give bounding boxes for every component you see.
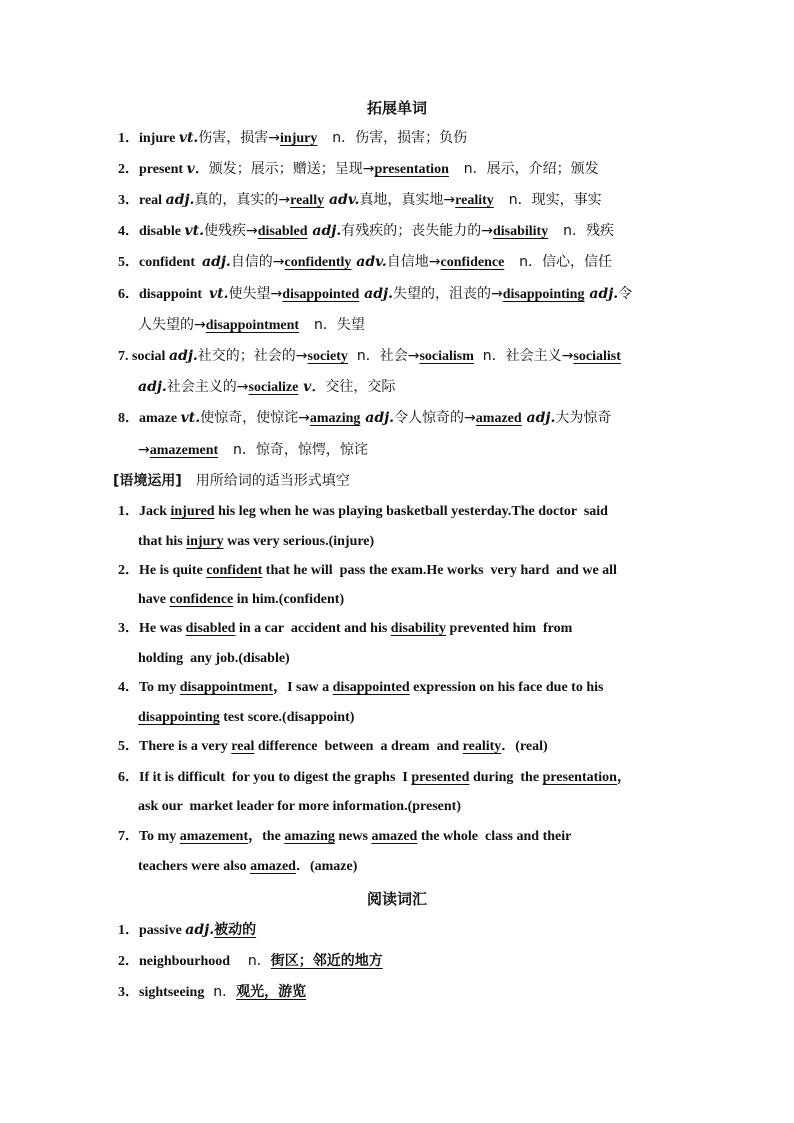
answer-blank: amazement <box>179 829 249 844</box>
answer-blank: presentation <box>374 162 449 177</box>
answer-blank: amazing <box>309 411 361 426</box>
reading-item-1: 1．passive adj.被动的 <box>118 922 257 938</box>
answer-blank: disabled <box>185 621 236 636</box>
vocab-item-7: 7. social adj.社交的；社会的→society n．社会→socialism n．社会主义→socialist <box>118 348 621 364</box>
answer-blank: socialism <box>419 349 474 364</box>
answer-blank: real <box>231 739 255 754</box>
answer-blank: socialist <box>573 349 621 364</box>
sentence-6: 6．If it is difficult for you to digest the graphs I presented during the presentation， <box>118 770 631 785</box>
answer-blank: injury <box>186 534 224 549</box>
answer-blank: presentation <box>542 770 617 785</box>
answer-blank: 街区；邻近的地方 <box>270 953 383 969</box>
answer-blank: confidently <box>284 255 352 270</box>
answer-blank: 观光，游览 <box>236 984 307 1000</box>
answer-blank: injury <box>280 131 318 146</box>
answer-blank: reality <box>455 193 494 208</box>
answer-blank: disappointed <box>332 680 410 695</box>
answer-blank: disabled <box>257 224 308 239</box>
vocab-item-6-cont: 人失望的→disappointment n．失望 <box>138 317 365 333</box>
vocab-item-6: 6．disappoint vt.使失望→disappointed adj.失望的，沮丧的→disappointing adj.令 <box>118 286 633 302</box>
vocab-item-3: 3．real adj.真的，真实的→really adv.真地，真实地→reality n．现实，事实 <box>118 192 602 208</box>
answer-blank: confidence <box>440 255 505 270</box>
context-usage-heading: [语境运用] 用所给词的适当形式填空 <box>113 473 350 489</box>
sentence-2-cont: have confidence in him.(confident) <box>138 592 345 607</box>
sentence-1: 1．Jack injured his leg when he was playing basketball yesterday.The doctor said <box>118 504 608 519</box>
answer-blank: disappointed <box>282 287 360 302</box>
answer-blank: amazed <box>475 411 522 426</box>
vocab-item-8-cont: →amazement n．惊奇，惊愕，惊诧 <box>138 442 368 458</box>
vocab-item-5: 5．confident adj.自信的→confidently adv.自信地→confidence n．信心，信任 <box>118 254 613 270</box>
answer-blank: socialize <box>248 380 299 395</box>
answer-blank: disappointment <box>205 318 300 333</box>
reading-item-2: 2．neighbourhood n．街区；邻近的地方 <box>118 953 383 969</box>
answer-blank: society <box>307 349 348 364</box>
answer-blank: disappointing <box>502 287 585 302</box>
answer-blank: 被动的 <box>214 922 257 938</box>
answer-blank: amazing <box>284 829 335 844</box>
vocab-item-7-cont: adj.社会主义的→socialize v．交往，交际 <box>138 379 396 395</box>
answer-blank: confidence <box>169 592 234 607</box>
sentence-2: 2．He is quite confident that he will pass the exam.He works very hard and we all <box>118 563 617 578</box>
answer-blank: presented <box>411 770 470 785</box>
sentence-3-cont: holding any job.(disable) <box>138 651 290 666</box>
sentence-7: 7．To my amazement，the amazing news amazed the whole class and their <box>118 829 572 844</box>
vocab-item-4: 4．disable vt.使残疾→disabled adj.有残疾的；丧失能力的→disability n．残疾 <box>118 223 614 239</box>
answer-blank: confident <box>206 563 263 578</box>
sentence-5: 5．There is a very real difference between a dream and reality．(real) <box>118 739 548 754</box>
sentence-4-cont: disappointing test score.(disappoint) <box>138 710 355 725</box>
answer-blank: reality <box>462 739 502 754</box>
sentence-6-cont: ask our market leader for more information.(present) <box>138 799 461 814</box>
answer-blank: disappointment <box>179 680 274 695</box>
answer-blank: disability <box>492 224 549 239</box>
vocab-item-2: 2．present v．颁发；展示；赠送；呈现→presentation n．展示，介绍；颁发 <box>118 161 599 177</box>
answer-blank: injured <box>170 504 215 519</box>
answer-blank: really <box>290 193 325 208</box>
answer-blank: disability <box>390 621 447 636</box>
answer-blank: amazement <box>149 443 219 458</box>
sentence-7-cont: teachers were also amazed．(amaze) <box>138 859 358 874</box>
sentence-4: 4．To my disappointment，I saw a disappointed expression on his face due to his <box>118 680 604 695</box>
sentence-1-cont: that his injury was very serious.(injure) <box>138 534 375 549</box>
answer-blank: disappointing <box>138 710 220 725</box>
sentence-3: 3．He was disabled in a car accident and his disability prevented him from <box>118 621 573 636</box>
reading-item-3: 3．sightseeing n．观光，游览 <box>118 984 307 1000</box>
answer-blank: amazed <box>371 829 418 844</box>
section-title-expanded-words: 拓展单词 <box>366 99 427 117</box>
vocab-item-1: 1．injure vt.伤害，损害→injury n．伤害，损害；负伤 <box>118 130 468 146</box>
vocab-item-8: 8．amaze vt.使惊奇，使惊诧→amazing adj.令人惊奇的→amazed adj.大为惊奇 <box>118 410 612 426</box>
answer-blank: amazed <box>250 859 296 874</box>
section-title-reading-words: 阅读词汇 <box>366 890 427 908</box>
